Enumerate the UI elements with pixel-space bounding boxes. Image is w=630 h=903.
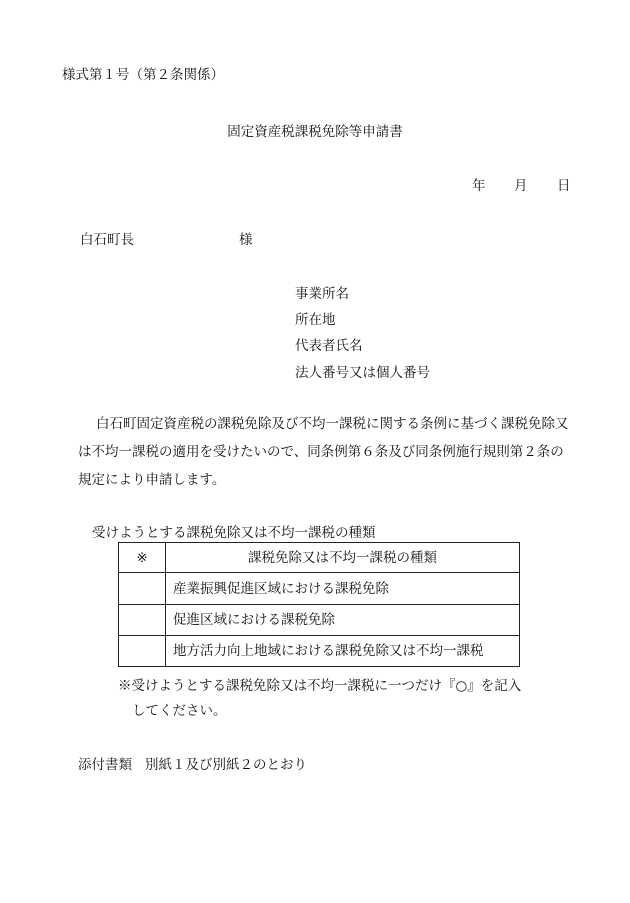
tax-type-cell: 産業振興促進区域における課税免除 [166,573,520,605]
date-day-label: 日 [557,178,571,194]
body-line: 規定により申請します。 [78,472,226,488]
form-number: 様式第１号（第２条関係） [62,67,224,83]
table-header-type: 課税免除又は不均一課税の種類 [166,543,520,573]
note-line: してください。 [132,703,227,719]
addressee-honorific: 様 [239,232,253,248]
business-name-label: 事業所名 [295,286,349,302]
document-title: 固定資産税課税免除等申請書 [227,124,403,140]
selection-mark-cell [119,573,166,605]
body-line: は不均一課税の適用を受けたいので、同条例第６条及び同条例施行規則第２条の [78,444,564,460]
address-label: 所在地 [295,312,336,328]
date-month-label: 月 [514,178,528,194]
tax-type-cell: 地方活力向上地域における課税免除又は不均一課税 [166,636,520,667]
table-header-row [119,543,520,573]
addressee-name: 白石町長 [80,232,134,248]
selection-mark-cell [119,636,166,667]
table-row [119,605,520,636]
date-year-label: 年 [472,178,486,194]
selection-mark-cell [119,605,166,636]
table-header-mark: ※ [119,543,166,573]
attachments-label: 添付書類 [78,757,132,773]
representative-label: 代表者氏名 [295,338,363,354]
tax-type-table [118,542,520,667]
attachments-value: 別紙１及び別紙２のとおり [145,757,307,773]
selection-heading: 受けようとする課税免除又は不均一課税の種類 [92,525,376,541]
body-line: 白石町固定資産税の課税免除及び不均一課税に関する条例に基づく課税免除又 [96,416,569,432]
note-line: ※受けようとする課税免除又は不均一課税に一つだけ『○』を記入 [118,678,522,694]
table-row [119,573,520,605]
id-number-label: 法人番号又は個人番号 [295,365,430,381]
tax-type-cell: 促進区域における課税免除 [166,605,520,636]
table-row [119,636,520,667]
